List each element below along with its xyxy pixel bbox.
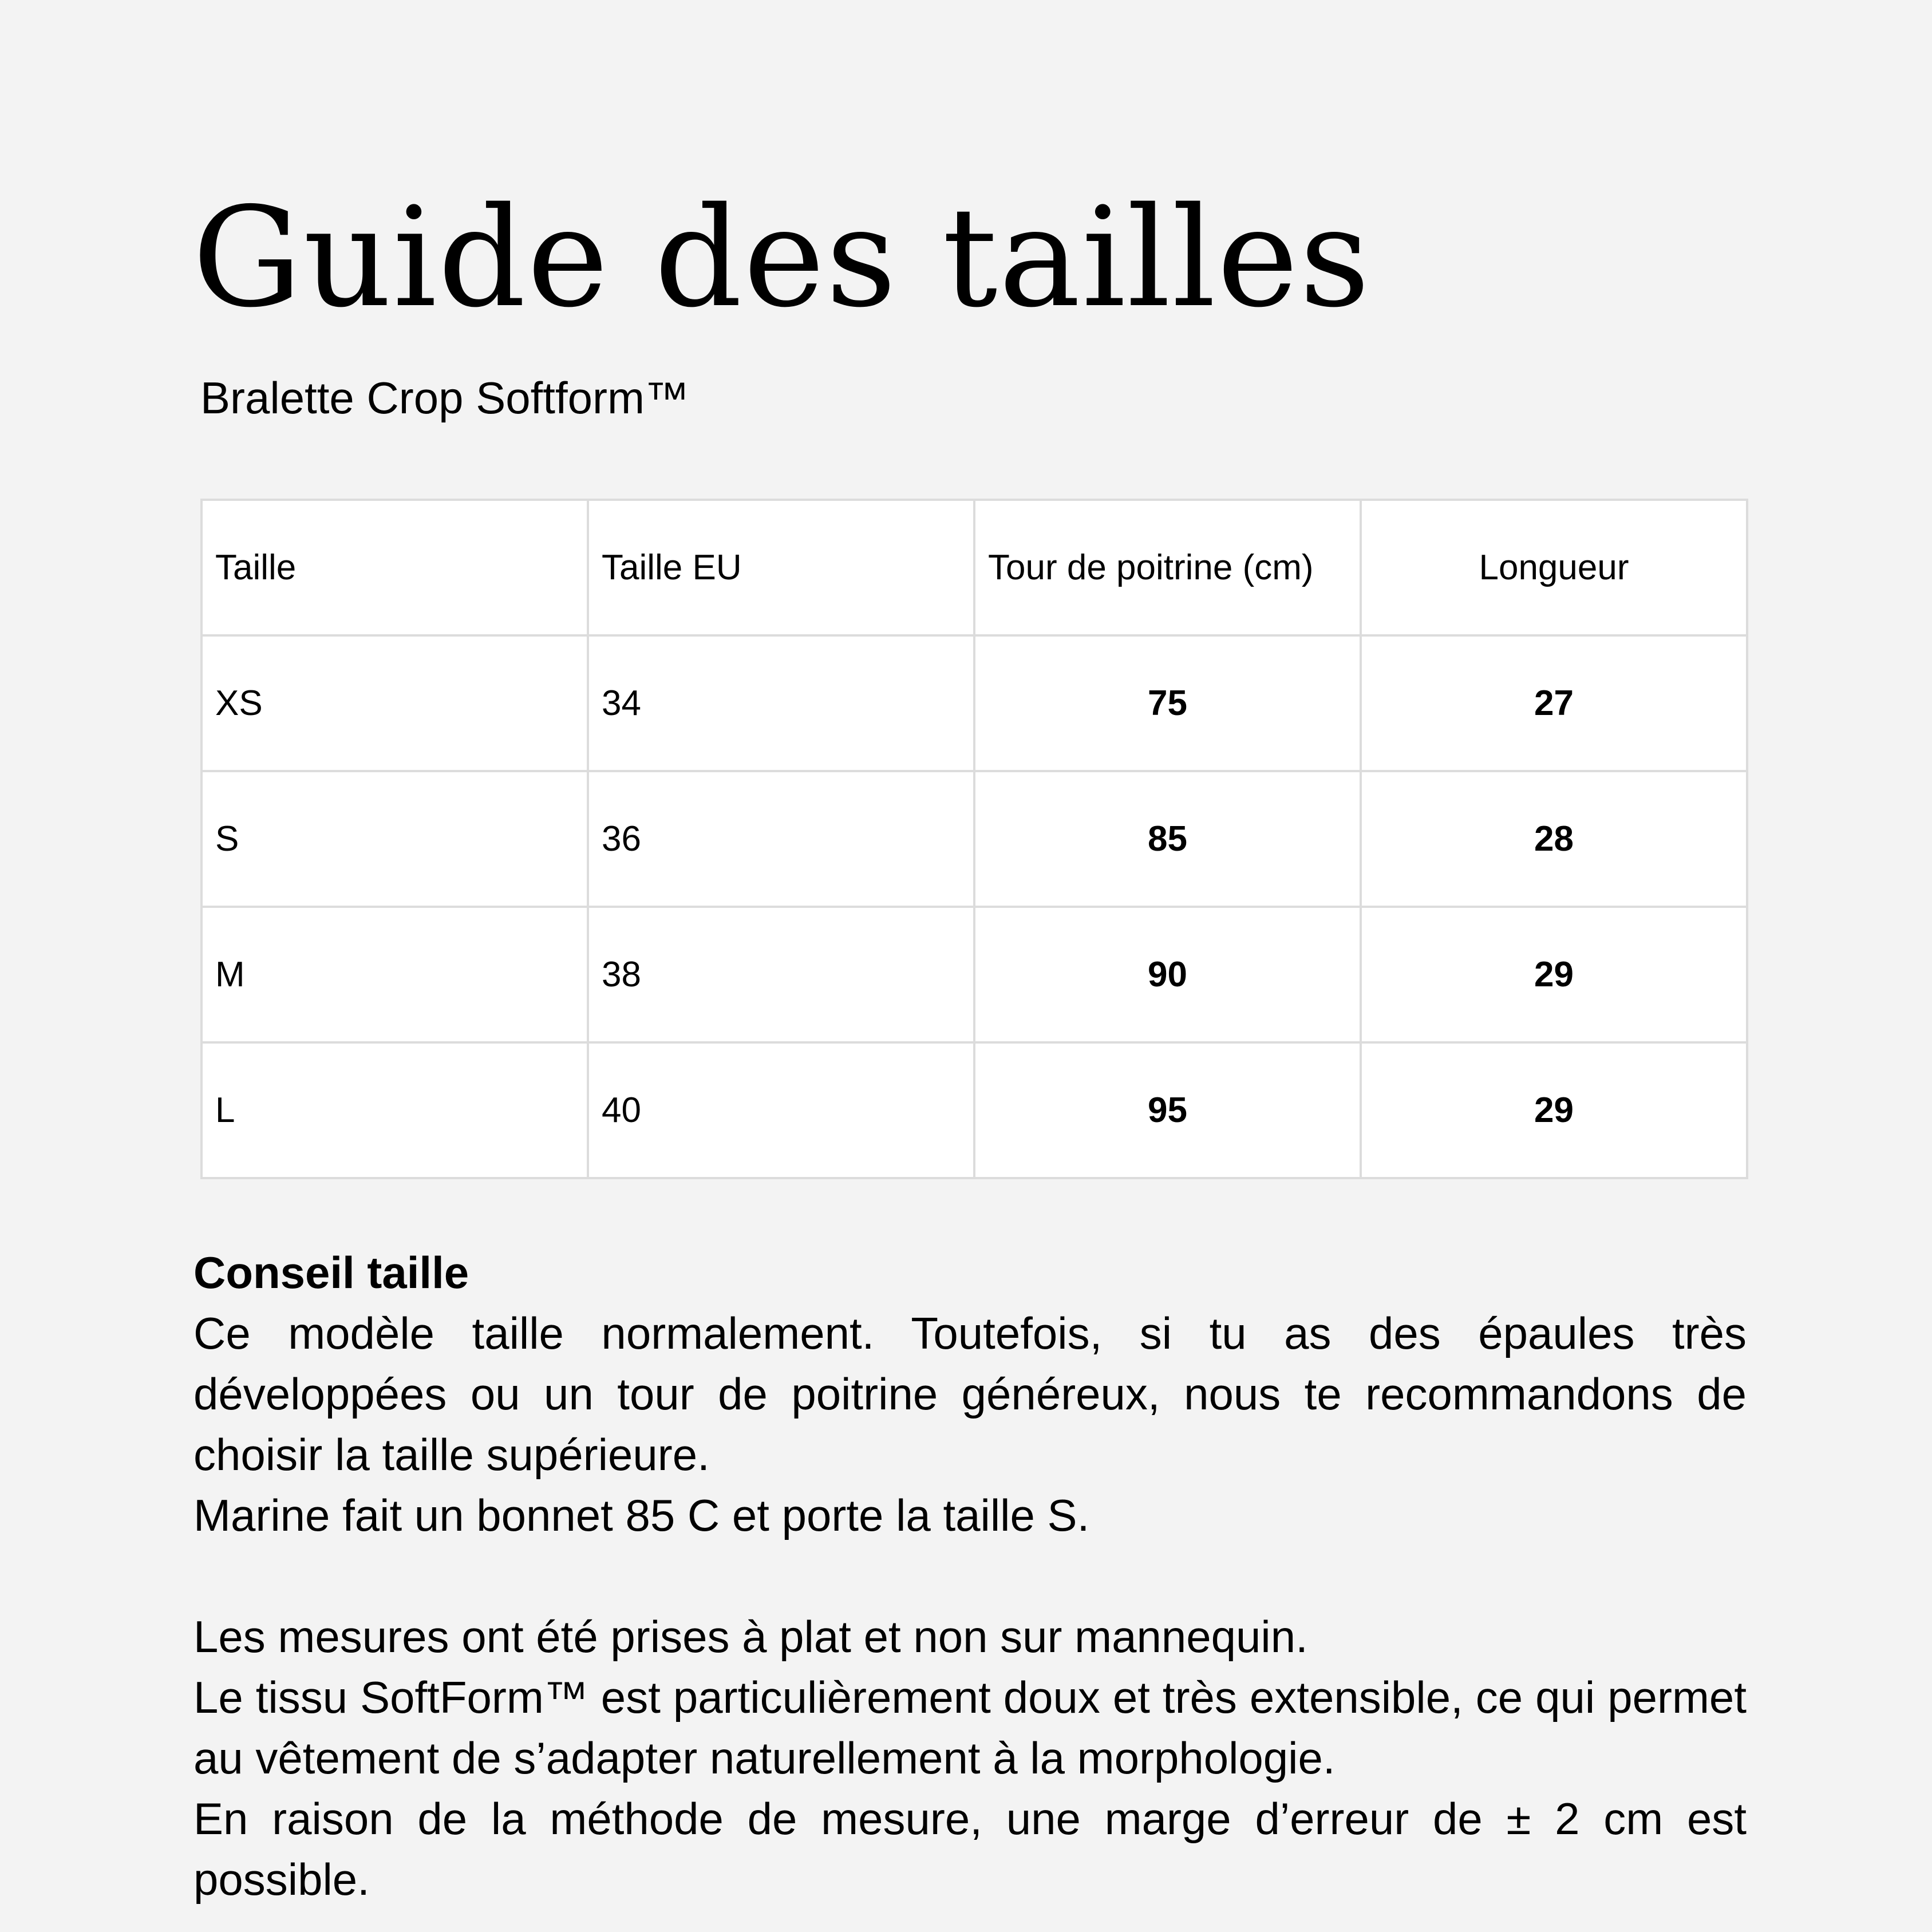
size-table	[200, 499, 1748, 1179]
cell-eu-size: 36	[588, 771, 974, 907]
measure-method-paragraph: Les mesures ont été prises à plat et non sur mannequin.	[193, 1611, 1308, 1662]
product-name: Bralette Crop Softform™	[200, 373, 689, 423]
table-header-row	[202, 500, 1747, 635]
header-size: Taille	[202, 500, 588, 635]
fabric-paragraph: Le tissu SoftForm™ est particulièrement doux et très extensible, ce qui permet au vêtement de s’adapter naturellement à la morphologie.	[193, 1672, 1747, 1783]
cell-eu-size: 38	[588, 907, 974, 1042]
error-margin-paragraph: En raison de la méthode de mesure, une marge d’erreur de ± 2 cm est possible.	[193, 1793, 1747, 1905]
paragraph-spacer	[193, 1546, 1747, 1606]
cell-bust: 95	[974, 1042, 1361, 1178]
table-row	[202, 907, 1747, 1042]
cell-size: M	[202, 907, 588, 1042]
cell-bust: 75	[974, 635, 1361, 771]
advice-heading: Conseil taille	[193, 1247, 469, 1298]
cell-length: 29	[1361, 907, 1747, 1042]
table-row	[202, 1042, 1747, 1178]
cell-bust: 85	[974, 771, 1361, 907]
advice-model-paragraph: Marine fait un bonnet 85 C et porte la taille S.	[193, 1490, 1090, 1540]
page-title: Guide des tailles	[192, 177, 1372, 338]
cell-size: S	[202, 771, 588, 907]
cell-size: L	[202, 1042, 588, 1178]
cell-bust: 90	[974, 907, 1361, 1042]
cell-eu-size: 34	[588, 635, 974, 771]
header-length: Longueur	[1361, 500, 1747, 635]
header-eu-size: Taille EU	[588, 500, 974, 635]
cell-length: 28	[1361, 771, 1747, 907]
cell-size: XS	[202, 635, 588, 771]
table-row	[202, 635, 1747, 771]
cell-eu-size: 40	[588, 1042, 974, 1178]
cell-length: 29	[1361, 1042, 1747, 1178]
header-bust: Tour de poitrine (cm)	[974, 500, 1361, 635]
table-row	[202, 771, 1747, 907]
cell-length: 27	[1361, 635, 1747, 771]
advice-fit-paragraph: Ce modèle taille normalement. Toutefois, si tu as des épaules très développées ou un tour de poitrine généreux, nous te recommandons de choisir la taille supérieure.	[193, 1308, 1747, 1480]
size-advice-section	[193, 1242, 1747, 1910]
